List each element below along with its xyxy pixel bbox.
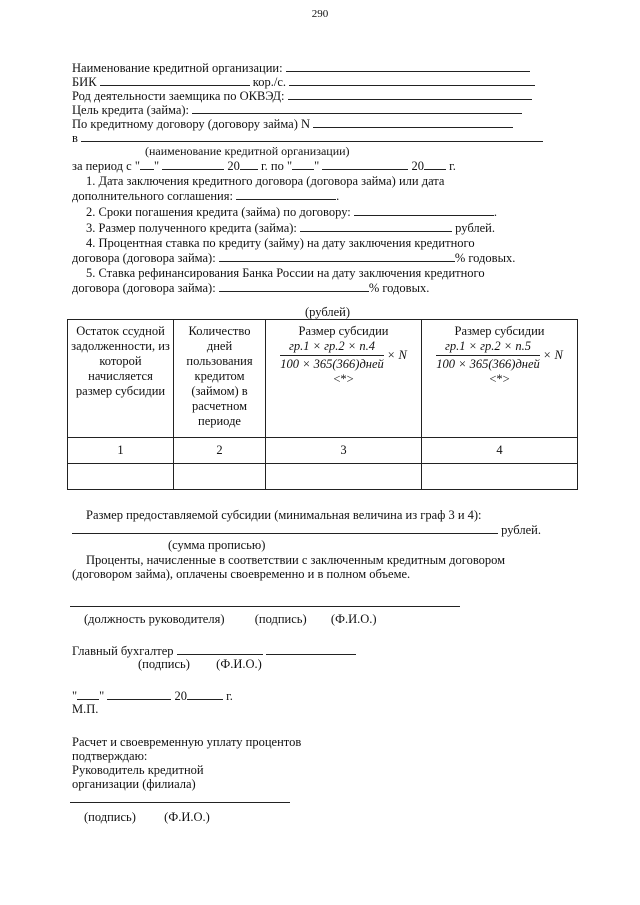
date-20: 20 bbox=[174, 689, 187, 703]
period-year-to[interactable] bbox=[424, 158, 446, 170]
org-name-field[interactable] bbox=[286, 60, 530, 72]
purpose-label: Цель кредита (займа): bbox=[72, 103, 190, 117]
col-header-2: Количество дней пользования кредитом (займом) в расчетном периоде bbox=[174, 320, 266, 438]
item-2-line: 2. Сроки погашения кредита (займа) по договору: . bbox=[86, 205, 498, 219]
item-1a: 1. Дата заключения кредитного договора (договора займа) или дата bbox=[86, 174, 445, 188]
item-1b: дополнительного соглашения: bbox=[72, 189, 233, 203]
data-cell-3[interactable] bbox=[266, 464, 422, 490]
date-line bbox=[72, 688, 233, 703]
formula-3 bbox=[280, 339, 384, 372]
manager-sign-line[interactable] bbox=[70, 606, 460, 607]
subsidy-table bbox=[67, 319, 578, 490]
date-q2: " bbox=[99, 689, 105, 703]
period-q2: " bbox=[314, 159, 320, 173]
formula-4-num: гр.1 × гр.2 × п.5 bbox=[436, 339, 540, 356]
subsidy-amount-line bbox=[72, 522, 541, 537]
confirm-b: подтверждаю: bbox=[72, 749, 148, 763]
item-1b-line: дополнительного соглашения: . bbox=[72, 189, 340, 203]
sig-fio: (Ф.И.О.) bbox=[330, 612, 377, 626]
date-q1: " bbox=[72, 689, 78, 703]
acc-podpis: (подпись) bbox=[138, 657, 190, 671]
data-cell-2[interactable] bbox=[174, 464, 266, 490]
item-5-field[interactable] bbox=[219, 280, 369, 292]
date-g: г. bbox=[226, 689, 233, 703]
in-line bbox=[72, 130, 543, 145]
subsidy-line: Размер предоставляемой субсидии (минимальная величина из граф 3 и 4): bbox=[86, 508, 482, 522]
interest-a: Проценты, начисленные в соответствии с заключенным кредитным договором bbox=[86, 553, 506, 567]
kor-label: кор./с. bbox=[252, 75, 287, 89]
period-month-to[interactable] bbox=[322, 158, 408, 170]
period-q1: " bbox=[153, 159, 160, 173]
chief-acc-line bbox=[72, 643, 356, 658]
kor-field[interactable] bbox=[289, 74, 535, 86]
col-number-4: 4 bbox=[422, 438, 578, 464]
col-header-4 bbox=[422, 320, 578, 438]
col-number-2: 2 bbox=[174, 438, 266, 464]
period-from: за период с " bbox=[72, 159, 140, 173]
subsidy-amount-field[interactable] bbox=[72, 522, 498, 534]
period-year-from[interactable] bbox=[240, 158, 258, 170]
table-number-row bbox=[68, 438, 578, 464]
data-cell-1[interactable] bbox=[68, 464, 174, 490]
org-caption: (наименование кредитной организации) bbox=[145, 144, 350, 158]
item-2: 2. Сроки погашения кредита (займа) по договору: bbox=[86, 205, 351, 219]
item-3-unit: рублей. bbox=[455, 221, 495, 235]
col-header-3-title: Размер субсидии bbox=[298, 324, 389, 338]
mp-label: М.П. bbox=[72, 702, 99, 716]
period-month-from[interactable] bbox=[162, 158, 224, 170]
formula-3-note: <*> bbox=[333, 372, 354, 386]
item-3-field[interactable] bbox=[300, 220, 452, 232]
table-data-row bbox=[68, 464, 578, 490]
formula-4-den: 100 × 365(366)дней bbox=[436, 357, 540, 371]
formula-4-note: <*> bbox=[489, 372, 510, 386]
item-2-field[interactable] bbox=[354, 204, 494, 216]
head-fio: (Ф.И.О.) bbox=[164, 810, 210, 824]
head-a: Руководитель кредитной bbox=[72, 763, 204, 777]
item-5b: договора (договора займа): bbox=[72, 281, 216, 295]
subsidy-rub: рублей. bbox=[501, 523, 541, 537]
table-header-row bbox=[68, 320, 578, 438]
period-20b: 20 bbox=[411, 159, 424, 173]
head-captions bbox=[84, 810, 210, 824]
date-month-field[interactable] bbox=[107, 688, 171, 700]
contract-line bbox=[72, 116, 513, 131]
formula-3-num: гр.1 × гр.2 × п.4 bbox=[280, 339, 384, 356]
confirm-a: Расчет и своевременную уплату процентов bbox=[72, 735, 302, 749]
chief-acc-captions bbox=[138, 657, 262, 671]
period-to: г. по " bbox=[260, 159, 293, 173]
item-5a: 5. Ставка рефинансирования Банка России на дату заключения кредитного bbox=[86, 266, 485, 280]
sig-podpis: (подпись) bbox=[254, 612, 307, 626]
contract-field[interactable] bbox=[313, 116, 513, 128]
period-line bbox=[72, 158, 456, 173]
period-day-from[interactable] bbox=[140, 158, 154, 170]
col-header-4-title: Размер субсидии bbox=[454, 324, 545, 338]
head-podpis: (подпись) bbox=[84, 810, 136, 824]
bik-line bbox=[72, 74, 535, 89]
item-1-field[interactable] bbox=[236, 188, 336, 200]
okved-line bbox=[72, 88, 532, 103]
bank-name-field[interactable] bbox=[81, 130, 543, 142]
org-name-line bbox=[72, 60, 530, 75]
sum-caption: (сумма прописью) bbox=[168, 538, 266, 552]
item-3-line bbox=[86, 220, 495, 235]
org-name-label: Наименование кредитной организации: bbox=[72, 61, 283, 75]
period-20a: 20 bbox=[227, 159, 240, 173]
sig-position: (должность руководителя) bbox=[84, 612, 225, 626]
col-number-3: 3 bbox=[266, 438, 422, 464]
item-4a: 4. Процентная ставка по кредиту (займу) на дату заключения кредитного bbox=[86, 236, 475, 250]
formula-3-tail: × N bbox=[386, 348, 407, 362]
in-label: в bbox=[72, 131, 78, 145]
formula-3-den: 100 × 365(366)дней bbox=[280, 357, 384, 371]
item-5-unit: % годовых. bbox=[368, 281, 430, 295]
item-4-unit: % годовых. bbox=[454, 251, 516, 265]
formula-4 bbox=[436, 339, 540, 372]
chief-acc-sign-field[interactable] bbox=[177, 643, 263, 655]
purpose-field[interactable] bbox=[192, 102, 522, 114]
acc-fio: (Ф.И.О.) bbox=[216, 657, 262, 671]
chief-acc-label: Главный бухгалтер bbox=[72, 644, 174, 658]
bik-label: БИК bbox=[72, 75, 97, 89]
table-unit: (рублей) bbox=[305, 305, 351, 319]
item-4-field[interactable] bbox=[219, 250, 455, 262]
data-cell-4[interactable] bbox=[422, 464, 578, 490]
page-number: 290 bbox=[311, 8, 329, 20]
date-year-field[interactable] bbox=[187, 688, 223, 700]
manager-sign-captions bbox=[84, 612, 377, 626]
formula-4-tail: × N bbox=[542, 348, 563, 362]
item-4b-line bbox=[72, 250, 515, 265]
date-day-field[interactable] bbox=[77, 688, 99, 700]
chief-acc-fio-field[interactable] bbox=[266, 643, 356, 655]
item-5b-line bbox=[72, 280, 429, 295]
col-header-1: Остаток ссудной задолженности, из которой начисляется размер субсидии bbox=[68, 320, 174, 438]
okved-field[interactable] bbox=[288, 88, 532, 100]
col-header-3 bbox=[266, 320, 422, 438]
item-4b: договора (договора займа): bbox=[72, 251, 216, 265]
period-day-to[interactable] bbox=[292, 158, 314, 170]
interest-b: (договором займа), оплачены своевременно и в полном объеме. bbox=[72, 567, 411, 581]
contract-label: По кредитному договору (договору займа) N bbox=[72, 117, 311, 131]
period-g: г. bbox=[449, 159, 456, 173]
bik-field[interactable] bbox=[100, 74, 250, 86]
head-sign-line[interactable] bbox=[70, 802, 290, 803]
purpose-line bbox=[72, 102, 522, 117]
col-number-1: 1 bbox=[68, 438, 174, 464]
item-3: 3. Размер полученного кредита (займа): bbox=[86, 221, 297, 235]
okved-label: Род деятельности заемщика по ОКВЭД: bbox=[72, 89, 285, 103]
head-b: организации (филиала) bbox=[72, 777, 196, 791]
